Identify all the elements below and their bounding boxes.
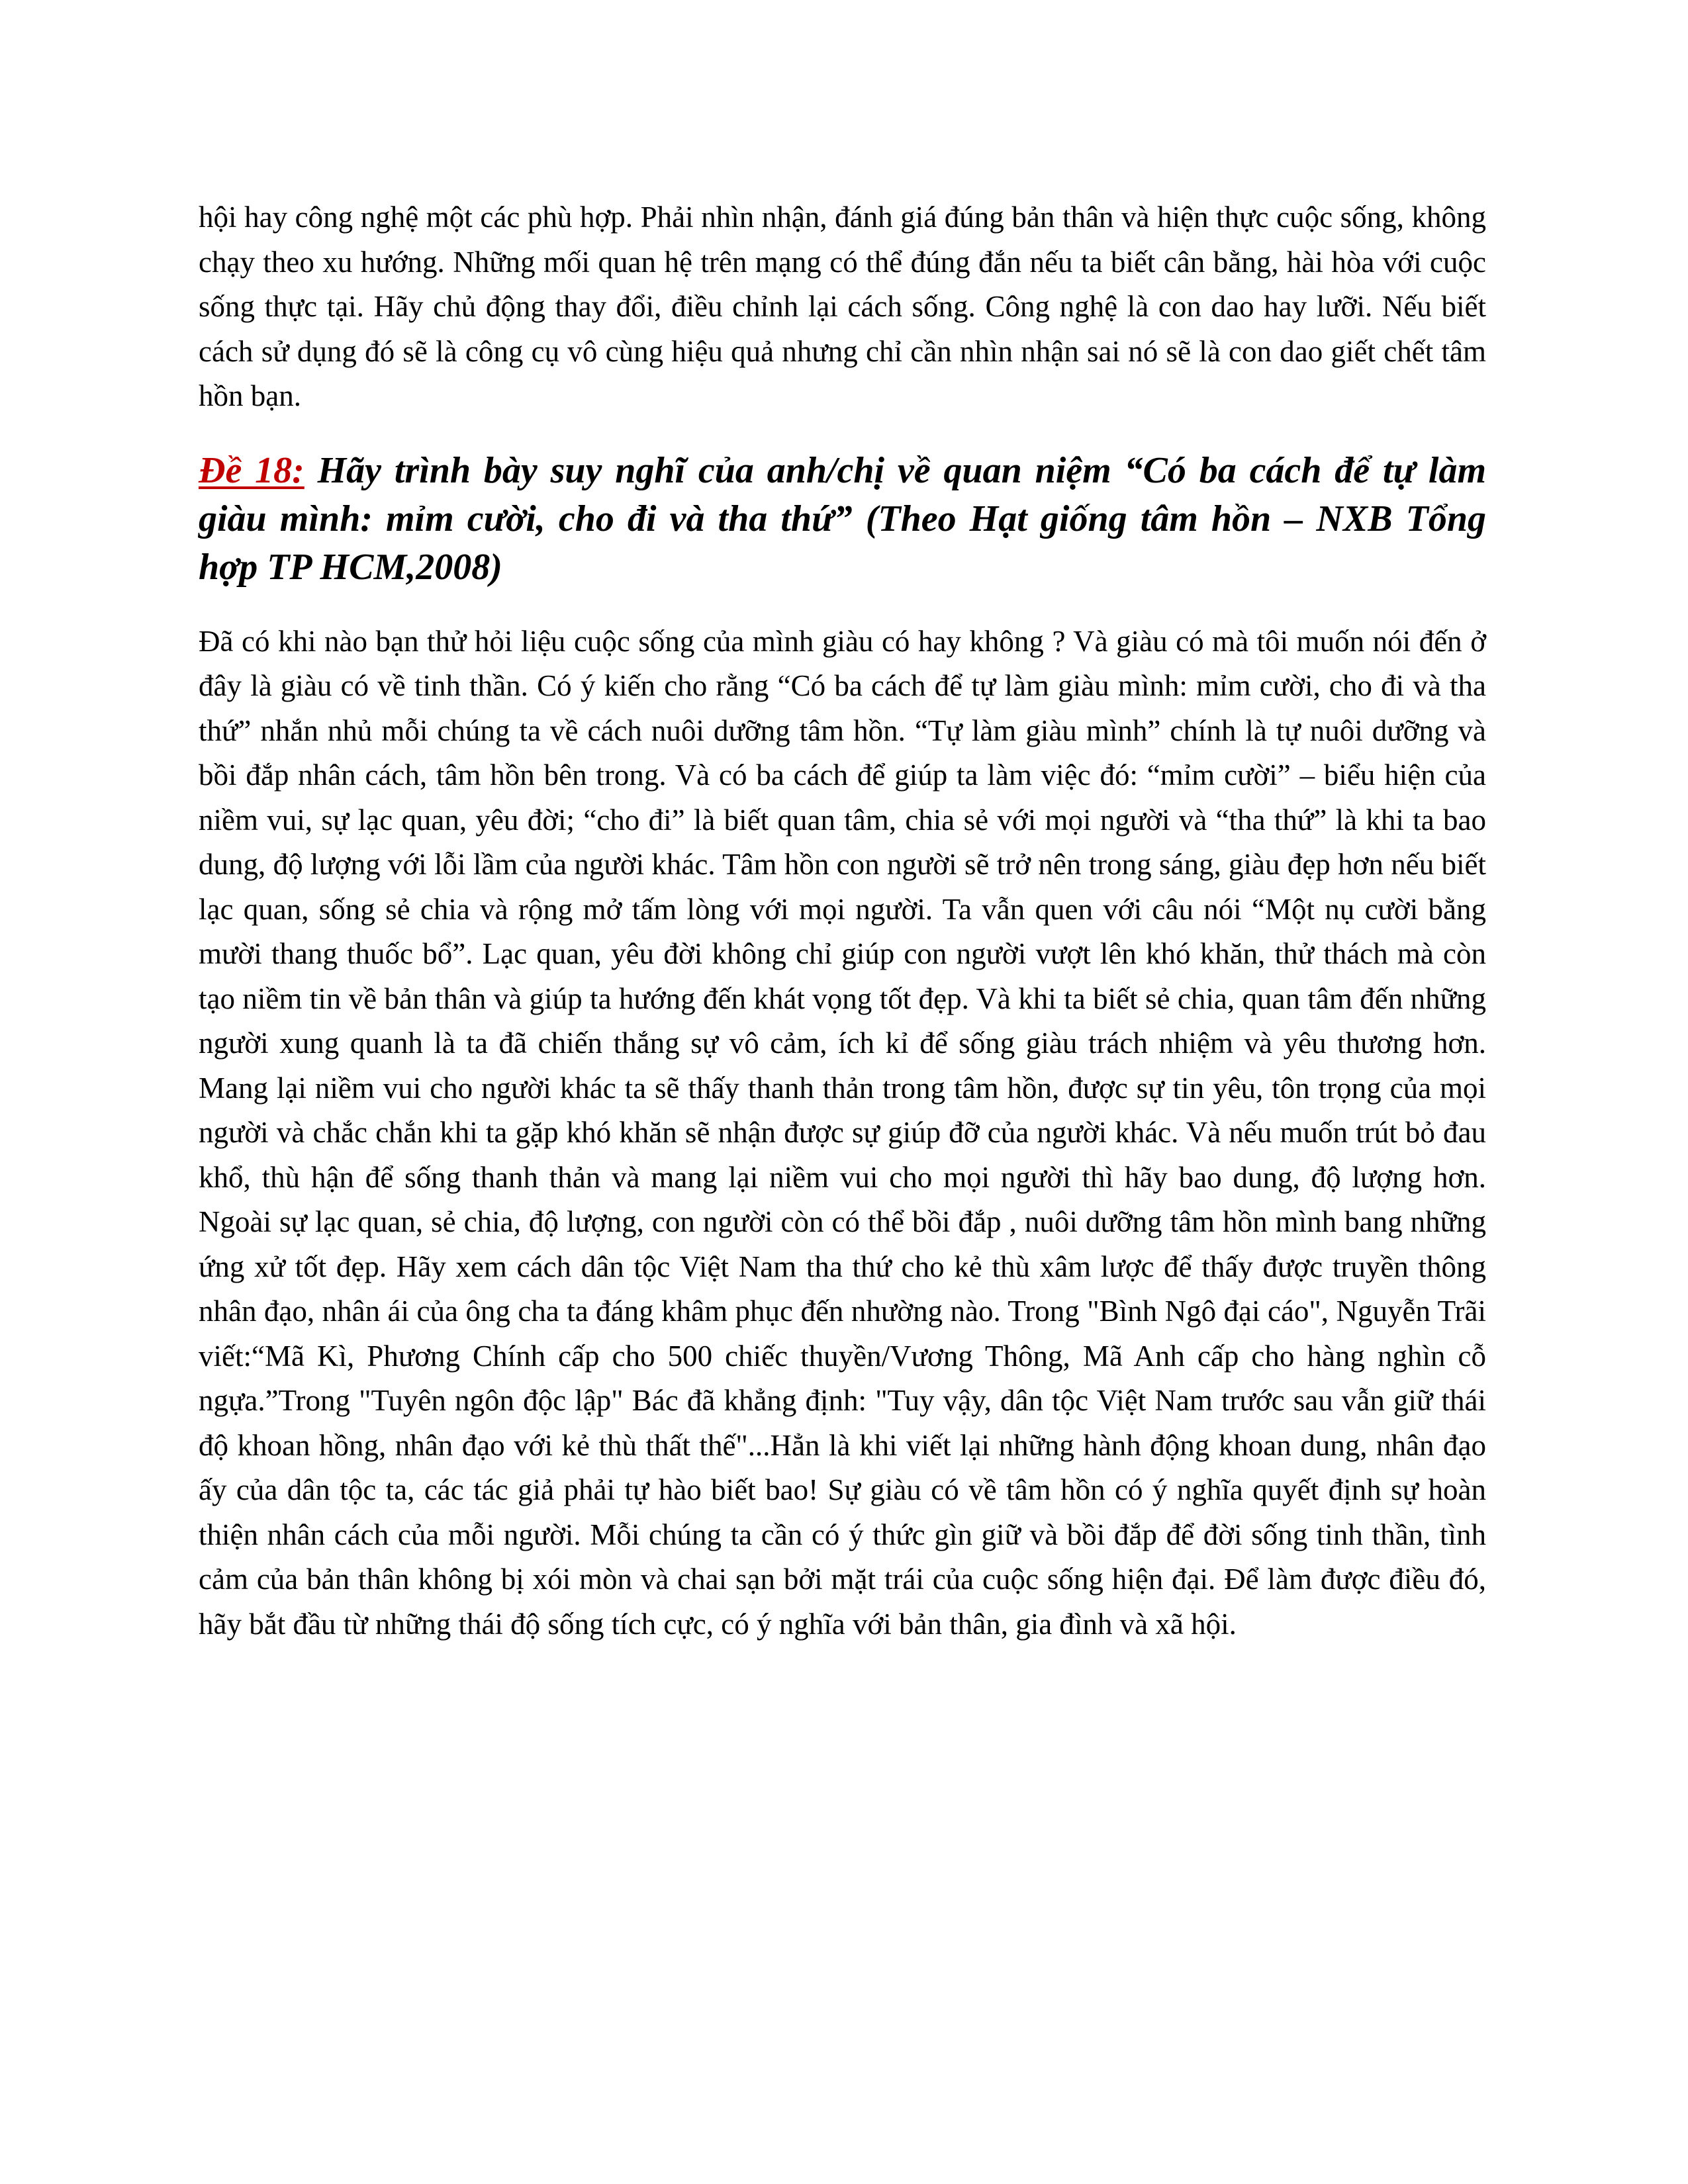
paragraph-top: hội hay công nghệ một các phù hợp. Phải nhìn nhận, đánh giá đúng bản thân và hiện thực cuộc sống, không chạy theo xu hướng. Những mối quan hệ trên mạng có thể đúng đắn nếu ta biết cân bằng, hài hòa với cuộc sống thực tại. Hãy chủ động thay đổi, điều chỉnh lại cách sống. Công nghệ là con dao hay lưỡi. Nếu biết cách sử dụng đó sẽ là công cụ vô cùng hiệu quả nhưng chỉ cần nhìn nhận sai nó sẽ là con dao giết chết tâm hồn bạn. — [199, 201, 1486, 412]
heading-label: Đề 18: — [199, 449, 305, 491]
document-page — [199, 195, 1486, 1647]
paragraph-body: Đã có khi nào bạn thử hỏi liệu cuộc sống của mình giàu có hay không ? Và giàu có mà tôi muốn nói đến ở đây là giàu có về tinh thần. Có ý kiến cho rằng “Có ba cách để tự làm giàu mình: mỉm cười, cho đi và tha thứ” nhắn nhủ mỗi chúng ta về cách nuôi dưỡng tâm hồn. “Tự làm giàu mình” chính là tự nuôi dưỡng và bồi đắp nhân cách, tâm hồn bên trong. Và có ba cách để giúp ta làm việc đó: “mỉm cười” – biểu hiện của niềm vui, sự lạc quan, yêu đời; “cho đi” là biết quan tâm, chia sẻ với mọi người và “tha thứ” là khi ta bao dung, độ lượng với lỗi lầm của người khác. Tâm hồn con người sẽ trở nên trong sáng, giàu đẹp hơn nếu biết lạc quan, sống sẻ chia và rộng mở tấm lòng với mọi người. Ta vẫn quen với câu nói “Một nụ cười bằng mười thang thuốc bổ”. Lạc quan, yêu đời không chỉ giúp con người vượt lên khó khăn, thử thách mà còn tạo niềm tin về bản thân và giúp ta hướng đến khát vọng tốt đẹp. Và khi ta biết sẻ chia, quan tâm đến những người xung quanh là ta đã chiến thắng sự vô cảm, ích kỉ để sống giàu trách nhiệm và yêu thương hơn. Mang lại niềm vui cho người khác ta sẽ thấy thanh thản trong tâm hồn, được sự tin yêu, tôn trọng của mọi người và chắc chắn khi ta gặp khó khăn sẽ nhận được sự giúp đỡ của người khác. Và nếu muốn trút bỏ đau khổ, thù hận để sống thanh thản và mang lại niềm vui cho mọi người thì hãy bao dung, độ lượng hơn. Ngoài sự lạc quan, sẻ chia, độ lượng, con người còn có thể bồi đắp , nuôi dưỡng tâm hồn mình bang những ứng xử tốt đẹp. Hãy xem cách dân tộc Việt Nam tha thứ cho kẻ thù xâm lược để thấy được truyền thông nhân đạo, nhân ái của ông cha ta đáng khâm phục đến nhường nào. Trong "Bình Ngô đại cáo", Nguyễn Trãi viết:“Mã Kì, Phương Chính cấp cho 500 chiếc thuyền/Vương Thông, Mã Anh cấp cho hàng nghìn cỗ ngựa.”Trong "Tuyên ngôn độc lập" Bác đã khẳng định: "Tuy vậy, dân tộc Việt Nam trước sau vẫn giữ thái độ khoan hồng, nhân đạo với kẻ thù thất thế"...Hẳn là khi viết lại những hành động khoan dung, nhân đạo ấy của dân tộc ta, các tác giả phải tự hào biết bao! Sự giàu có về tâm hồn có ý nghĩa quyết định sự hoàn thiện nhân cách của mỗi người. Mỗi chúng ta cần có ý thức gìn giữ và bồi đắp để đời sống tinh thần, tình cảm của bản thân không bị xói mòn và chai sạn bởi mặt trái của cuộc sống hiện đại. Để làm được điều đó, hãy bắt đầu từ những thái độ sống tích cực, có ý nghĩa với bản thân, gia đình và xã hội. — [199, 624, 1486, 1641]
heading-text: Hãy trình bày suy nghĩ của anh/chị về quan niệm “Có ba cách để tự làm giàu mình: mỉm cười, cho đi và tha thứ” (Theo Hạt giống tâm hồn – NXB Tổng hợp TP HCM,2008) — [199, 449, 1486, 588]
section-heading — [199, 447, 1486, 592]
